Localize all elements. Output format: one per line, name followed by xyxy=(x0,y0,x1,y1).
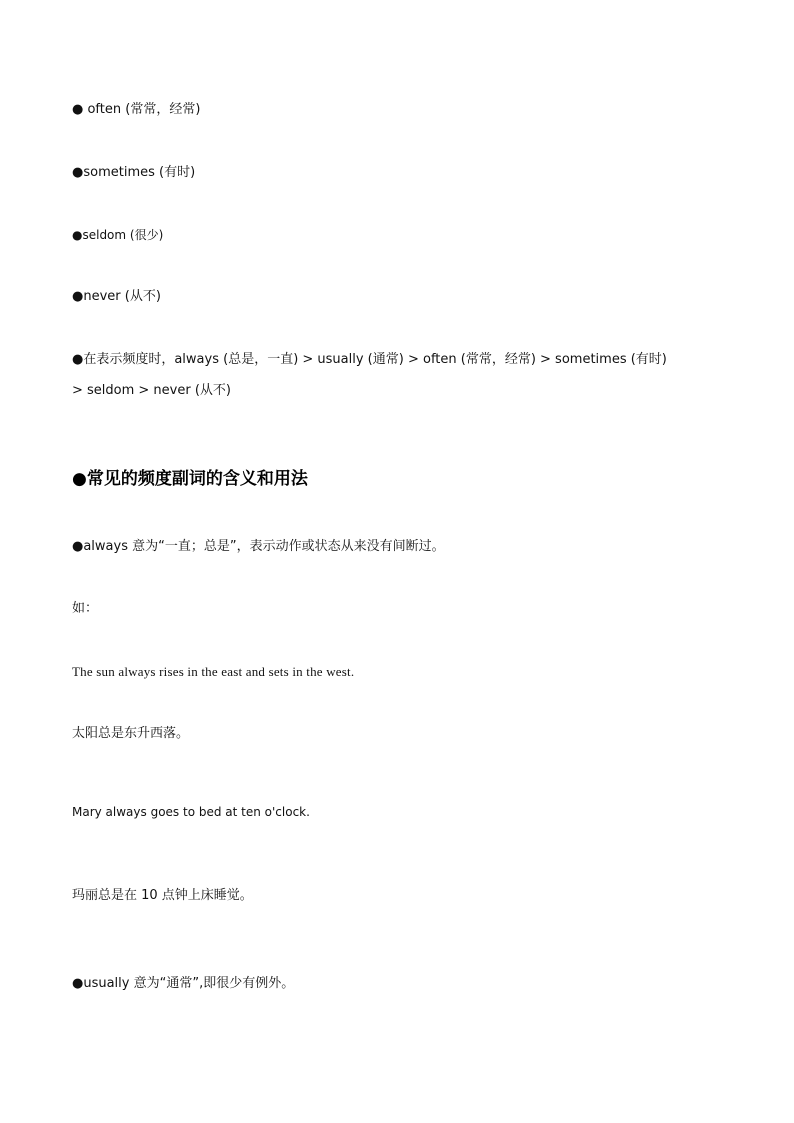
list-item-sometimes: ●sometimes (有时) xyxy=(72,165,196,180)
example-2-english: Mary always goes to bed at ten o'clock. xyxy=(72,805,310,819)
list-item-often: ● often (常常，经常) xyxy=(72,102,201,117)
always-definition: ●always 意为“一直；总是”，表示动作或状态从来没有间断过。 xyxy=(72,539,445,554)
frequency-order-line-1: ●在表示频度时，always (总是，一直) > usually (通常) > often (常常，经常) > sometimes (有时) xyxy=(72,352,667,367)
example-1-chinese: 太阳总是东升西落。 xyxy=(72,726,190,741)
list-item-never: ●never (从不) xyxy=(72,289,161,304)
example-2-chinese: 玛丽总是在 10 点钟上床睡觉。 xyxy=(72,888,253,903)
frequency-order-line-2: > seldom > never (从不) xyxy=(72,383,231,398)
list-item-seldom: ●seldom (很少) xyxy=(72,228,164,242)
section-heading: ●常见的频度副词的含义和用法 xyxy=(72,469,308,489)
example-1-english: The sun always rises in the east and sets in the west. xyxy=(72,664,355,679)
usually-definition: ●usually 意为“通常”,即很少有例外。 xyxy=(72,976,295,991)
example-label: 如： xyxy=(72,601,99,616)
